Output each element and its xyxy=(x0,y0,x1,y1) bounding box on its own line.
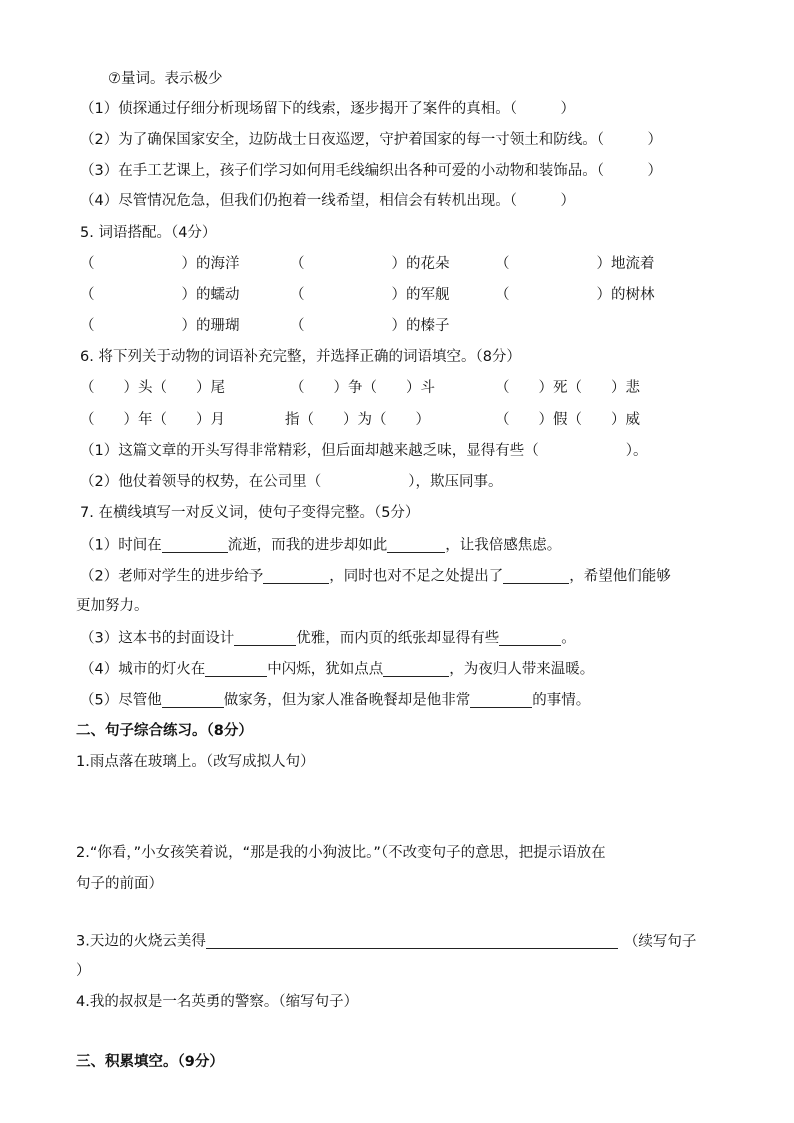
s2-item-1: 1.雨点落在玻璃上。（改写成拟人句） xyxy=(76,754,315,770)
q7-line-2-cont: 更加努力。 xyxy=(76,598,149,614)
s2-item-3-cont: ） xyxy=(76,963,91,979)
q5-blank[interactable]: （ ）地流着 xyxy=(495,256,655,272)
s2-item-2: 2.“你看，”小女孩笑着说，“那是我的小狗波比。”（不改变句子的意思，把提示语放在 xyxy=(76,845,606,861)
q6-sentence-1: （1）这篇文章的开头写得非常精彩，但后面却越来越乏味，显得有些（ ）。 xyxy=(80,443,648,459)
q6-title: 6. 将下列关于动物的词语补充完整，并选择正确的词语填空。（8分） xyxy=(80,349,521,365)
q7-line-3: （3）这本书的封面设计 优雅，而内页的纸张却显得有些 。 xyxy=(80,630,576,647)
q6-idiom[interactable]: 指（ ）为（ ） xyxy=(285,412,430,428)
section-3-heading: 三、积累填空。（9分） xyxy=(76,1054,224,1070)
q4-sentence-4: （4）尽管情况危急，但我们仍抱着一线希望，相信会有转机出现。（ ） xyxy=(80,193,575,209)
q6-idiom[interactable]: （ ）争（ ）斗 xyxy=(290,380,435,396)
answer-blank[interactable] xyxy=(162,537,228,553)
q6-idiom[interactable]: （ ）假（ ）威 xyxy=(495,412,640,428)
q5-blank[interactable]: （ ）的树林 xyxy=(495,287,655,303)
answer-blank[interactable] xyxy=(387,537,445,553)
q6-sentence-2: （2）他仗着领导的权势，在公司里（ ），欺压同事。 xyxy=(80,474,503,490)
answer-blank[interactable] xyxy=(205,661,267,677)
definition-item: ⑦量词。表示极少 xyxy=(108,71,223,87)
answer-blank[interactable] xyxy=(383,661,449,677)
q4-sentence-2: （2）为了确保国家安全，边防战士日夜巡逻，守护着国家的每一寸领土和防线。（ ） xyxy=(80,132,662,148)
q5-blank[interactable]: （ ）的蠕动 xyxy=(80,287,240,303)
answer-blank[interactable] xyxy=(263,568,329,584)
q5-blank[interactable]: （ ）的军舰 xyxy=(290,287,450,303)
s2-item-3: 3.天边的火烧云美得 （续写句子 xyxy=(76,933,697,950)
section-2-heading: 二、句子综合练习。（8分） xyxy=(76,723,253,739)
q7-title: 7. 在横线填写一对反义词，使句子变得完整。（5分） xyxy=(80,505,420,521)
q7-line-1: （1）时间在 流逝，而我的进步却如此 ，让我倍感焦虑。 xyxy=(80,537,562,554)
q5-blank[interactable]: （ ）的榛子 xyxy=(290,318,450,334)
q4-sentence-1: （1）侦探通过仔细分析现场留下的线索，逐步揭开了案件的真相。（ ） xyxy=(80,101,575,117)
answer-blank[interactable] xyxy=(470,692,532,708)
q6-idiom[interactable]: （ ）死（ ）悲 xyxy=(495,380,640,396)
q4-sentence-3: （3）在手工艺课上，孩子们学习如何用毛线编织出各种可爱的小动物和装饰品。（ ） xyxy=(80,163,662,179)
q6-idiom[interactable]: （ ）年（ ）月 xyxy=(80,412,225,428)
answer-blank[interactable] xyxy=(503,568,569,584)
s2-item-4: 4.我的叔叔是一名英勇的警察。（缩写句子） xyxy=(76,994,359,1010)
q5-title: 5. 词语搭配。（4分） xyxy=(80,225,217,241)
s2-item-2-cont: 句子的前面） xyxy=(76,876,163,892)
q7-line-4: （4）城市的灯火在 中闪烁，犹如点点 ，为夜归人带来温暖。 xyxy=(80,661,595,678)
answer-blank[interactable] xyxy=(234,630,296,646)
q6-idiom[interactable]: （ ）头（ ）尾 xyxy=(80,380,225,396)
q5-blank[interactable]: （ ）的花朵 xyxy=(290,256,450,272)
answer-blank[interactable] xyxy=(206,933,618,949)
q5-blank[interactable]: （ ）的海洋 xyxy=(80,256,240,272)
q7-line-5: （5）尽管他 做家务，但为家人准备晚餐却是他非常 的事情。 xyxy=(80,692,591,709)
q5-blank[interactable]: （ ）的珊瑚 xyxy=(80,318,240,334)
answer-blank[interactable] xyxy=(499,630,561,646)
answer-blank[interactable] xyxy=(162,692,224,708)
q7-line-2: （2）老师对学生的进步给予 ，同时也对不足之处提出了 ，希望他们能够 xyxy=(80,568,671,585)
